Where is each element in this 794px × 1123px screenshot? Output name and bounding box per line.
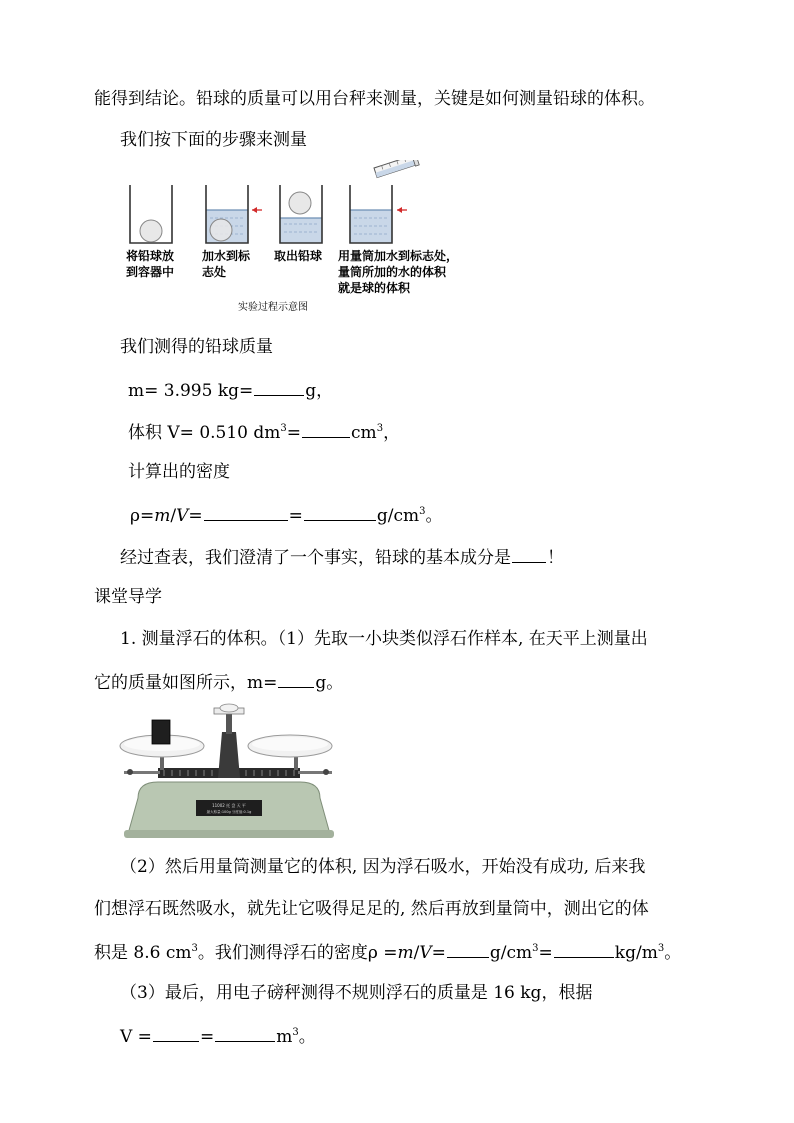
q3-end: 。 <box>298 1027 316 1047</box>
density-unit: g/cm <box>376 506 420 526</box>
balance-label-line1: 11002 托 盘 天 平 <box>212 803 246 808</box>
mass-symbol: m <box>154 506 171 526</box>
q1-mass-prefix: 它的质量如图所示，m= <box>94 673 278 693</box>
q2-equals-1: = <box>431 943 446 963</box>
question2-line2: 们想浮石既然吸水，就先让它吸得足足的, 然后再放到量筒中，测出它的体 <box>94 899 649 919</box>
q2-volume-given: 积是 8.6 cm <box>94 943 192 963</box>
pumice-density-kgm3-blank[interactable] <box>554 941 614 958</box>
caption-step3: 取出铅球 <box>274 249 323 263</box>
q3-unit-exponent: 3 <box>292 1027 299 1038</box>
q2-volume-symbol: V <box>419 943 432 963</box>
volume-end: ， <box>383 423 401 443</box>
composition-blank[interactable] <box>512 546 546 563</box>
q2-unit-kgm: kg/m <box>614 943 658 963</box>
q2-volume-exponent: 3 <box>191 943 198 954</box>
caption-step2-a: 加水到标 <box>202 249 251 263</box>
mass-grams-blank[interactable] <box>254 379 304 396</box>
caption-step2-b: 志处 <box>202 265 227 279</box>
balance-scale-figure <box>118 702 338 840</box>
mass-given: m= 3.995 kg= <box>128 381 254 401</box>
container-refilled-with-cylinder <box>350 160 419 243</box>
q2-unit-kgm-exponent: 3 <box>657 943 665 954</box>
mass-unit: g， <box>305 381 334 401</box>
graduated-cylinder-icon <box>374 160 420 178</box>
q2-mass-symbol: m <box>397 943 414 963</box>
volume-unit: cm <box>351 423 377 443</box>
question3-line2 <box>120 1025 316 1047</box>
volume-given-exponent: 3 <box>280 423 287 434</box>
container-ball-removed <box>280 185 322 243</box>
q2-density-text: 。我们测得浮石的密度ρ = <box>197 943 398 963</box>
question2-line3 <box>94 941 681 963</box>
q2-unit-gcm-exponent: 3 <box>532 943 539 954</box>
volume-cm3-blank[interactable] <box>302 421 350 438</box>
density-equals-2: = <box>188 506 203 526</box>
q2-slash: / <box>413 943 420 963</box>
pumice-sample-mass-blank[interactable] <box>278 671 314 688</box>
lookup-text: 经过查表，我们澄清了一个事实，铅球的基本成分是 <box>120 548 511 568</box>
q2-equals-2: = <box>538 943 553 963</box>
question1-line2 <box>94 671 343 693</box>
paragraph-density-intro: 计算出的密度 <box>128 462 230 482</box>
q3-equals: = <box>199 1027 215 1047</box>
pumice-density-gcm3-blank[interactable] <box>447 941 489 958</box>
density-equals-3: = <box>288 506 303 526</box>
density-equation <box>130 504 443 526</box>
mass-equation <box>128 379 333 401</box>
volume-given: 体积 V= 0.510 dm <box>128 423 281 443</box>
volume-symbol: V <box>176 506 189 526</box>
q3-volume-blank[interactable] <box>215 1025 275 1042</box>
lookup-end: ！ <box>547 548 564 568</box>
density-expression-blank[interactable] <box>204 504 288 521</box>
density-value-blank[interactable] <box>304 504 376 521</box>
paragraph-lookup <box>120 546 564 568</box>
caption-step4-a: 用量筒加水到标志处， <box>338 249 459 263</box>
volume-equation <box>128 421 400 443</box>
density-end: 。 <box>425 506 443 526</box>
density-unit-exponent: 3 <box>419 506 426 517</box>
balance-label-line2: 最大称量:100g 分度值:0.1g <box>206 810 252 814</box>
question1-line1: 1. 测量浮石的体积。（1）先取一小块类似浮石作样本, 在天平上测量出 <box>120 629 648 649</box>
paragraph-mass-intro: 我们测得的铅球质量 <box>120 337 273 357</box>
volume-unit-exponent: 3 <box>376 423 384 434</box>
experiment-process-figure <box>120 160 430 255</box>
section-heading: 课堂导学 <box>94 587 162 607</box>
figure-title: 实验过程示意图 <box>238 302 308 313</box>
rho-symbol: ρ <box>130 506 140 526</box>
density-equals-1: = <box>140 506 155 526</box>
q3-unit: m <box>276 1027 293 1047</box>
q2-unit-gcm: g/cm <box>489 943 533 963</box>
q2-end: 。 <box>664 943 682 963</box>
caption-step4-b: 量筒所加的水的体积 <box>338 265 447 279</box>
caption-step4-c: 就是球的体积 <box>338 281 411 295</box>
container-with-ball <box>130 185 172 243</box>
q1-mass-unit: g。 <box>315 673 344 693</box>
paragraph-conclusion: 能得到结论。铅球的质量可以用台秤来测量，关键是如何测量铅球的体积。 <box>94 89 655 109</box>
caption-step1-a: 将铅球放 <box>126 249 175 263</box>
question3-line1: （3）最后，用电子磅秤测得不规则浮石的质量是 16 kg，根据 <box>120 983 593 1003</box>
container-with-water-and-ball <box>206 185 262 243</box>
caption-step1-b: 到容器中 <box>126 265 175 279</box>
volume-equals: = <box>286 423 302 443</box>
q3-volume-prefix: V = <box>120 1027 152 1047</box>
density-slash: / <box>170 506 177 526</box>
paragraph-steps-intro: 我们按下面的步骤来测量 <box>120 130 307 150</box>
q3-formula-blank[interactable] <box>153 1025 199 1042</box>
question2-line1: （2）然后用量筒测量它的体积, 因为浮石吸水，开始没有成功, 后来我 <box>120 857 646 877</box>
pumice-sample-block <box>152 720 170 744</box>
